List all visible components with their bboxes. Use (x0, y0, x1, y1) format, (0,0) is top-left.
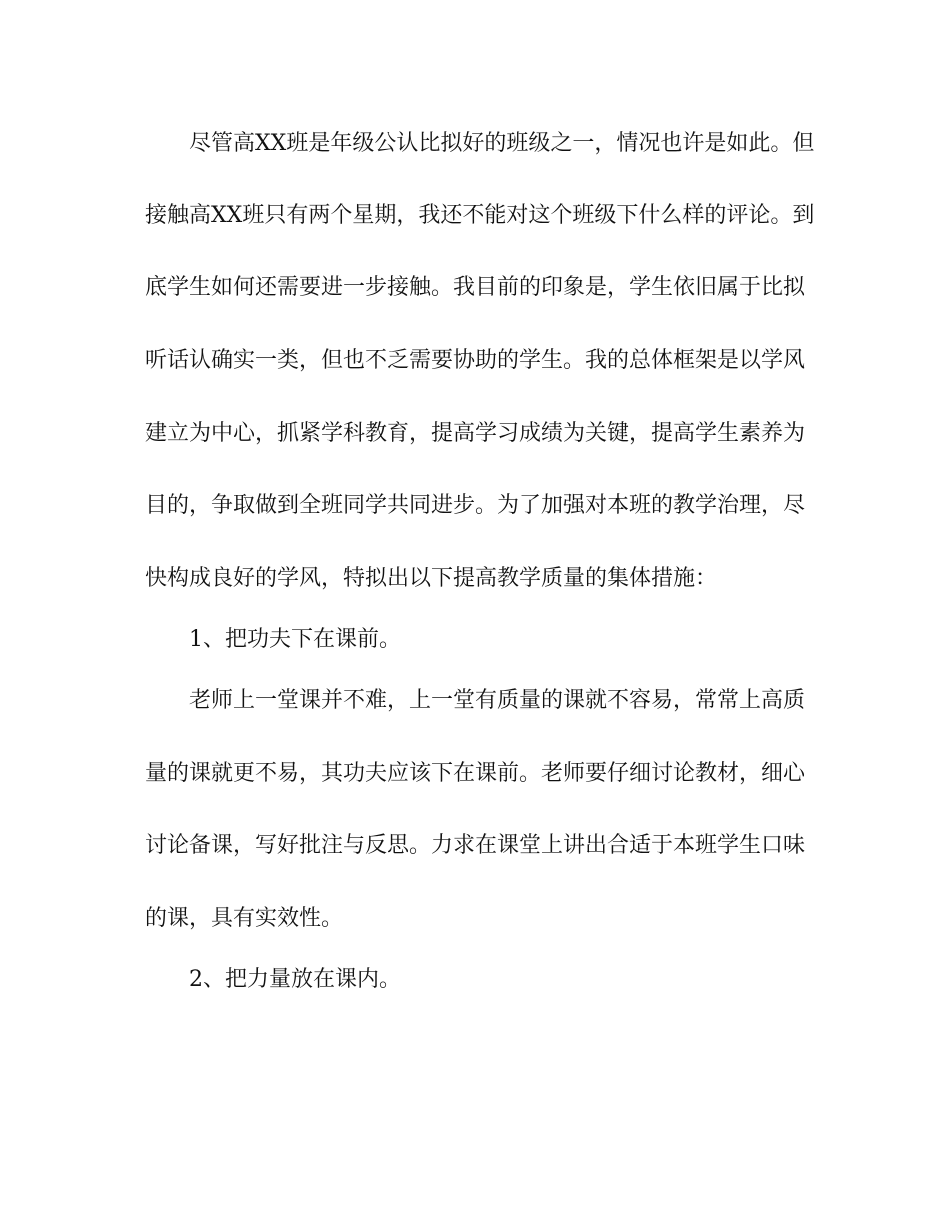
paragraph-1-line-6: 目的，争取做到全班同学共同进步。为了加强对本班的教学治理，尽 (145, 493, 806, 518)
paragraph-1-line-4: 听话认确实一类，但也不乏需要协助的学生。我的总体框架是以学风 (145, 348, 806, 373)
paragraph-2-line-1: 老师上一堂课并不难，上一堂有质量的课就不容易，常常上高质 (189, 688, 806, 713)
paragraph-1-line-2: 接触高XX班只有两个星期，我还不能对这个班级下什么样的评论。到 (145, 203, 815, 228)
paragraph-2-line-4: 的课，具有实效性。 (145, 906, 344, 931)
paragraph-2-line-3: 讨论备课，写好批注与反思。力求在课堂上讲出合适于本班学生口味 (145, 833, 806, 858)
paragraph-1-line-7: 快构成良好的学风，特拟出以下提高教学质量的集体措施： (145, 566, 718, 591)
paragraph-2-line-2: 量的课就更不易，其功夫应该下在课前。老师要仔细讨论教材，细心 (145, 761, 806, 786)
paragraph-1-line-3: 底学生如何还需要进一步接触。我目前的印象是，学生依旧属于比拟 (145, 275, 806, 300)
section-heading-2: 2、把力量放在课内。 (189, 967, 401, 992)
section-heading-1: 1、把功夫下在课前。 (189, 627, 401, 652)
paragraph-1-line-5: 建立为中心，抓紧学科教育，提高学习成绩为关键，提高学生素养为 (145, 421, 806, 446)
paragraph-1-line-1: 尽管高XX班是年级公认比拟好的班级之一，情况也许是如此。但 (189, 131, 815, 156)
